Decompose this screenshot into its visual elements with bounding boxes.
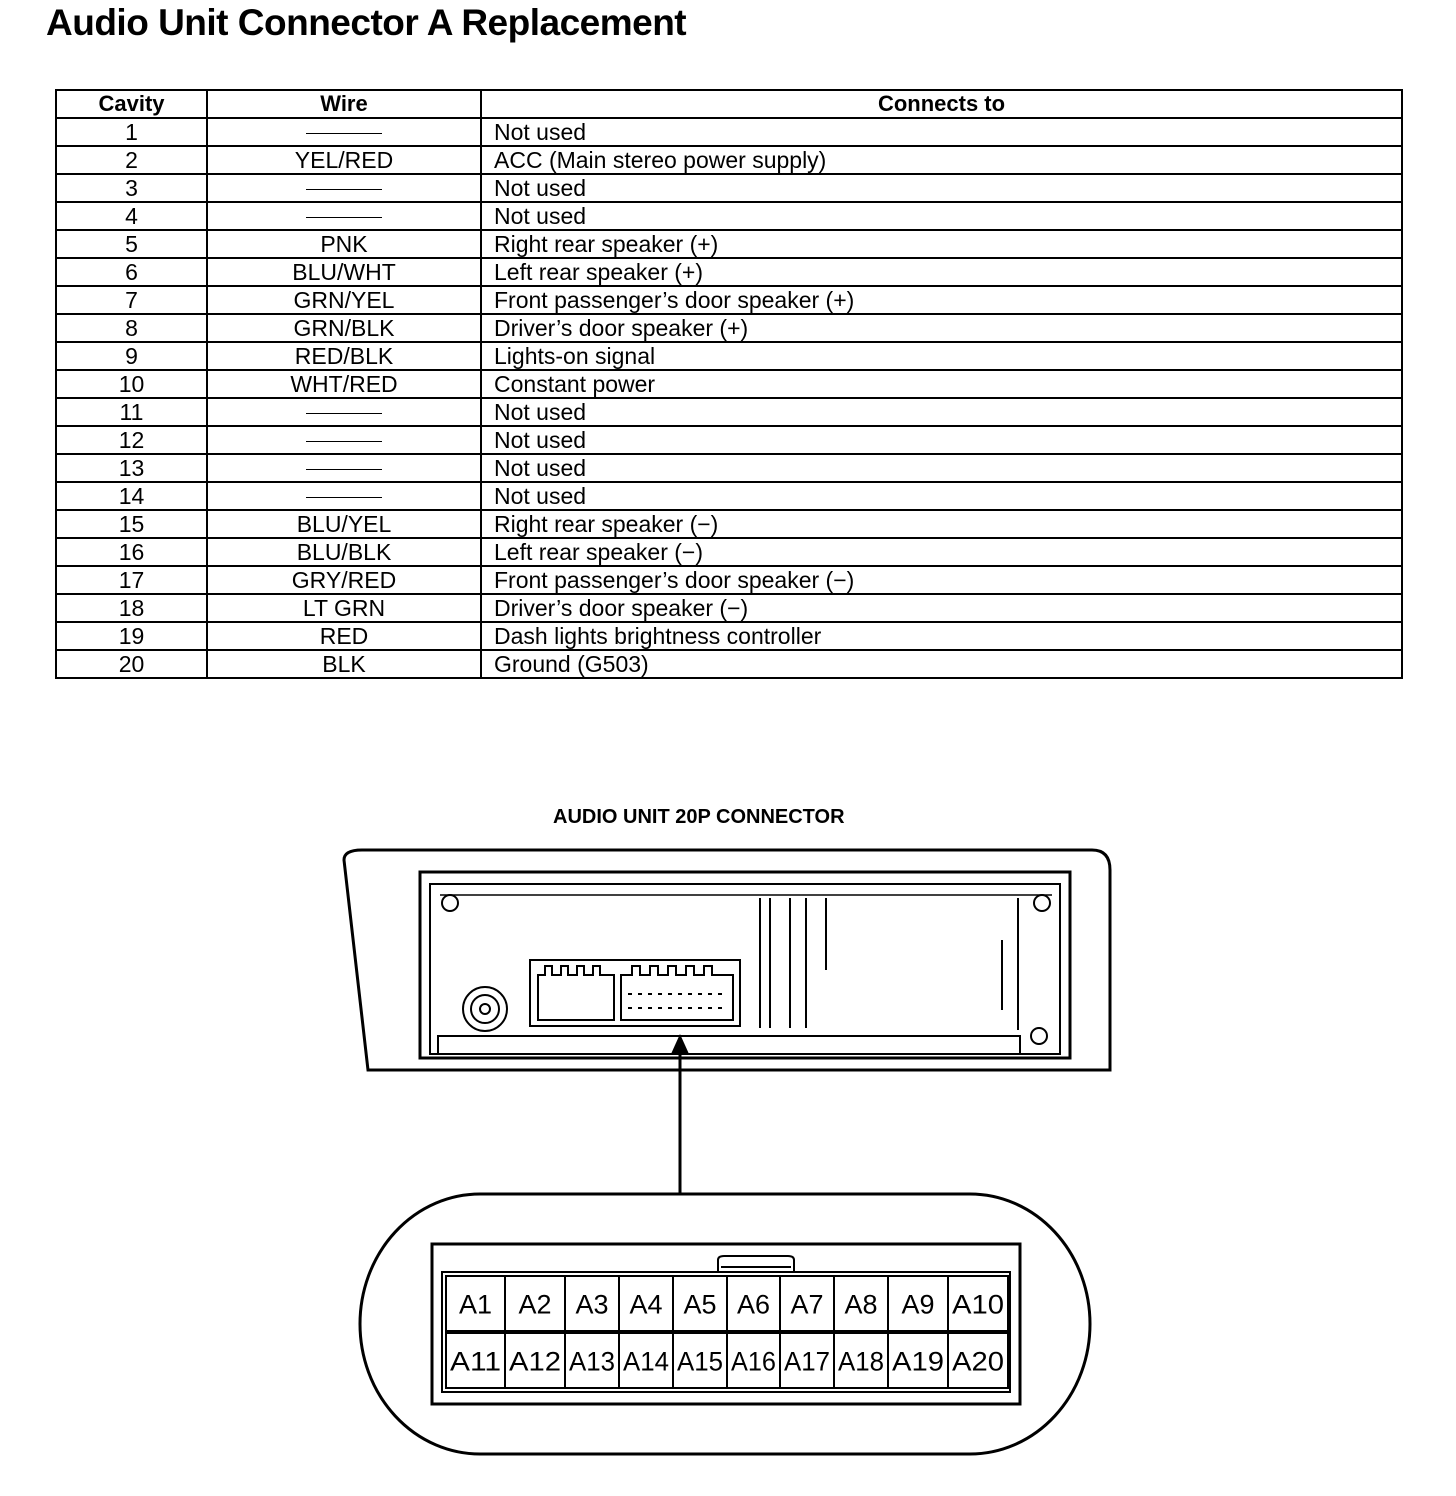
connector-pin-label: A4 — [629, 1289, 663, 1320]
wire-cell: BLU/YEL — [207, 510, 481, 538]
connector-pin-label: A8 — [844, 1289, 878, 1320]
diagram-caption: AUDIO UNIT 20P CONNECTOR — [553, 806, 845, 828]
wire-cell: GRY/RED — [207, 566, 481, 594]
audio-unit-rear-panel — [420, 872, 1070, 1058]
connects-to-cell: Front passenger’s door speaker (−) — [481, 566, 1402, 594]
cavity-cell: 5 — [56, 230, 207, 258]
wire-cell: GRN/BLK — [207, 314, 481, 342]
cavity-cell: 15 — [56, 510, 207, 538]
connector-pin-label: A3 — [575, 1289, 609, 1320]
cavity-cell: 3 — [56, 174, 207, 202]
connects-to-cell: Lights-on signal — [481, 342, 1402, 370]
connector-pin-label: A14 — [623, 1346, 669, 1377]
wire-cell: GRN/YEL — [207, 286, 481, 314]
header-connects-to: Connects to — [481, 90, 1402, 118]
cavity-cell: 6 — [56, 258, 207, 286]
connector-lock-tab — [718, 1256, 794, 1272]
cavity-cell: 17 — [56, 566, 207, 594]
cavity-cell: 16 — [56, 538, 207, 566]
connects-to-cell: Ground (G503) — [481, 650, 1402, 678]
connects-to-cell: Dash lights brightness controller — [481, 622, 1402, 650]
connector-pin-label: A17 — [784, 1346, 830, 1377]
connector-detail-bubble — [360, 1194, 1090, 1454]
connects-to-cell: Driver’s door speaker (−) — [481, 594, 1402, 622]
wire-cell: BLK — [207, 650, 481, 678]
connects-to-cell: Not used — [481, 426, 1402, 454]
connects-to-cell: Not used — [481, 482, 1402, 510]
connector-pin-label: A7 — [790, 1289, 824, 1320]
connects-to-cell: Right rear speaker (−) — [481, 510, 1402, 538]
wire-cell: RED/BLK — [207, 342, 481, 370]
connector-pin-label: A20 — [952, 1346, 1004, 1377]
cavity-cell: 14 — [56, 482, 207, 510]
wire-cell: WHT/RED — [207, 370, 481, 398]
cavity-cell: 7 — [56, 286, 207, 314]
cavity-cell: 2 — [56, 146, 207, 174]
small-connector-socket — [538, 966, 614, 1020]
rear-panel-inner-frame — [430, 884, 1060, 1054]
cavity-cell: 18 — [56, 594, 207, 622]
connector-pin-label: A12 — [509, 1346, 561, 1377]
connects-to-cell: Not used — [481, 398, 1402, 426]
connects-to-cell: Not used — [481, 118, 1402, 146]
cavity-cell: 20 — [56, 650, 207, 678]
cavity-cell: 1 — [56, 118, 207, 146]
cavity-cell: 19 — [56, 622, 207, 650]
rear-panel-base-step — [438, 1036, 1020, 1054]
connects-to-cell: Not used — [481, 202, 1402, 230]
connector-pin-label: A16 — [731, 1346, 776, 1377]
page-title: Audio Unit Connector A Replacement — [46, 2, 687, 43]
connector-pin-label: A9 — [901, 1289, 935, 1320]
connector-pin-label: A15 — [677, 1346, 723, 1377]
connects-to-cell: Not used — [481, 454, 1402, 482]
wire-cell: RED — [207, 622, 481, 650]
cavity-cell: 13 — [56, 454, 207, 482]
connector-pins — [446, 1276, 1008, 1388]
wire-cell: YEL/RED — [207, 146, 481, 174]
antenna-jack-icon — [463, 987, 507, 1031]
connects-to-cell: Front passenger’s door speaker (+) — [481, 286, 1402, 314]
cavity-cell: 10 — [56, 370, 207, 398]
connects-to-cell: Constant power — [481, 370, 1402, 398]
cavity-cell: 4 — [56, 202, 207, 230]
connector-pin-label: A2 — [518, 1289, 552, 1320]
header-cavity: Cavity — [56, 90, 207, 118]
wire-cell: BLU/BLK — [207, 538, 481, 566]
connector-pin-label: A1 — [458, 1289, 493, 1320]
connects-to-cell: Not used — [481, 174, 1402, 202]
connector-pin-label: A5 — [683, 1289, 717, 1320]
connector-pin-label: A19 — [892, 1346, 944, 1377]
screw-icon — [1034, 895, 1050, 911]
wire-cell: PNK — [207, 230, 481, 258]
connects-to-cell: ACC (Main stereo power supply) — [481, 146, 1402, 174]
screw-icon — [442, 895, 458, 911]
wire-cell: LT GRN — [207, 594, 481, 622]
connector-pin-label: A18 — [838, 1346, 884, 1377]
connector-pin-label: A13 — [569, 1346, 615, 1377]
20p-connector-socket — [621, 966, 733, 1020]
header-wire: Wire — [207, 90, 481, 118]
connects-to-cell: Right rear speaker (+) — [481, 230, 1402, 258]
cavity-cell: 12 — [56, 426, 207, 454]
connects-to-cell: Left rear speaker (−) — [481, 538, 1402, 566]
connector-pin-label: A6 — [736, 1289, 771, 1320]
screw-icon — [1031, 1028, 1047, 1044]
connects-to-cell: Left rear speaker (+) — [481, 258, 1402, 286]
connector-pin-label: A10 — [952, 1289, 1004, 1320]
cavity-cell: 11 — [56, 398, 207, 426]
cavity-cell: 9 — [56, 342, 207, 370]
wire-cell: BLU/WHT — [207, 258, 481, 286]
connector-pin-label: A11 — [450, 1346, 501, 1377]
connects-to-cell: Driver’s door speaker (+) — [481, 314, 1402, 342]
cavity-cell: 8 — [56, 314, 207, 342]
heatsink-lines — [760, 898, 1018, 1030]
